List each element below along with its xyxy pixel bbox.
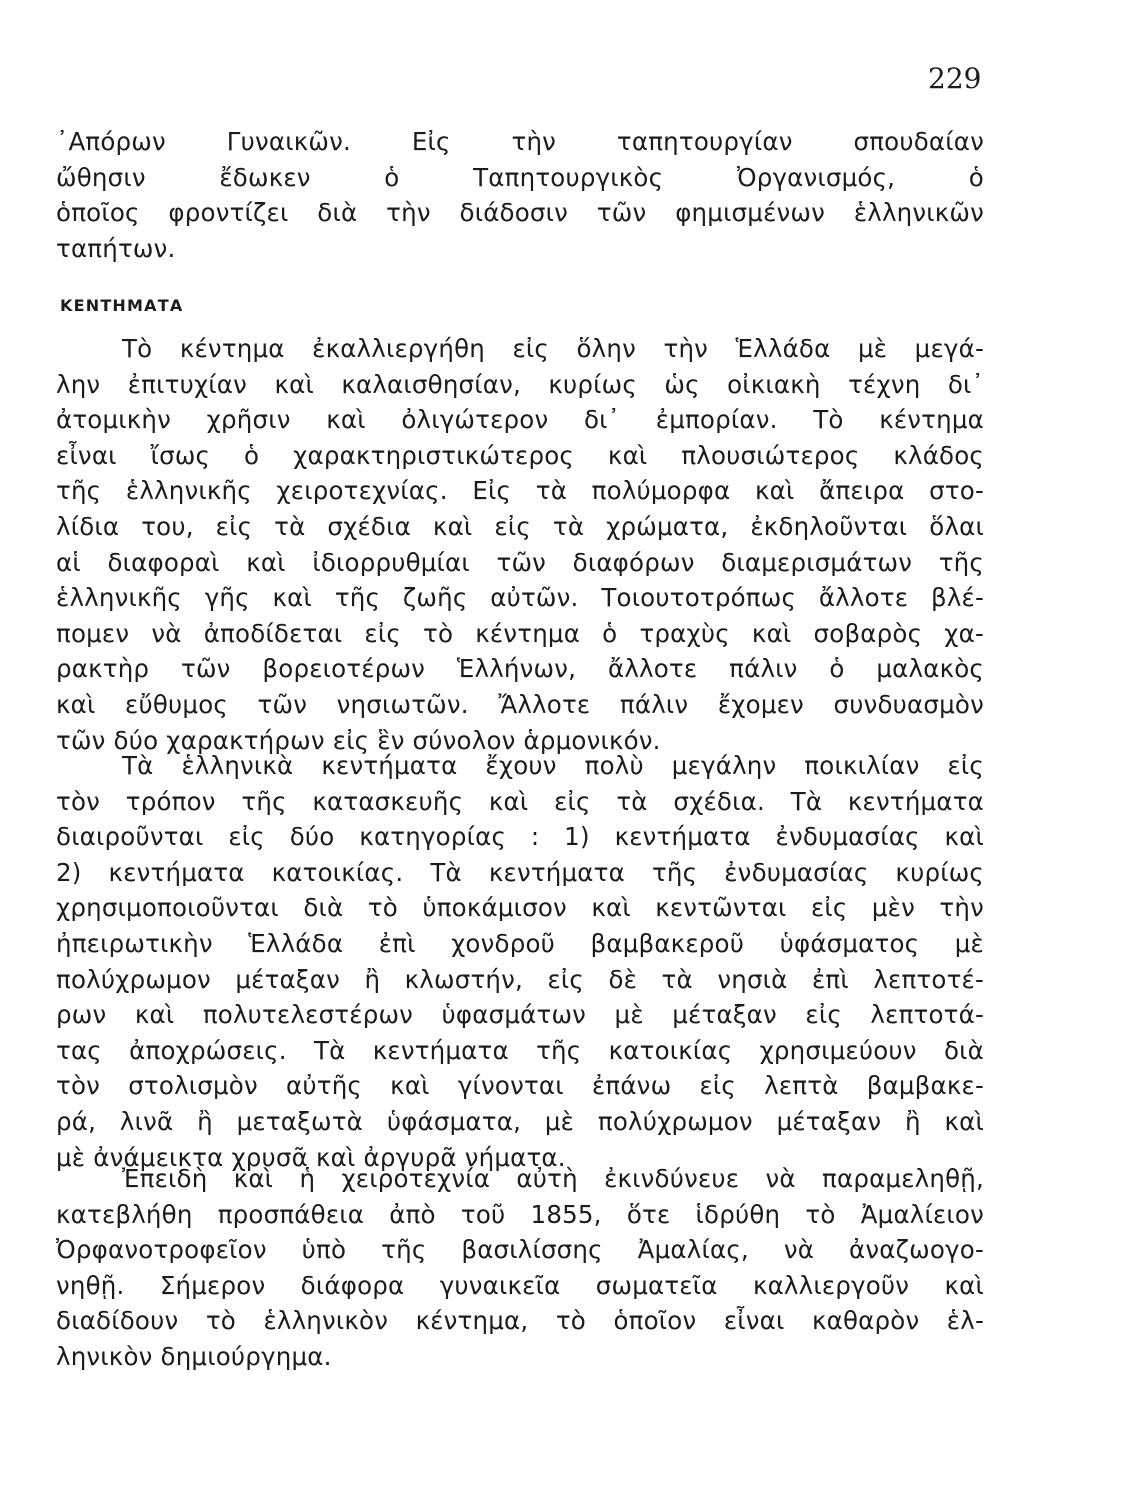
text-line: πολύχρωμον μέταξαν ἢ κλωστήν, εἰς δὲ τὰ νησιὰ ἐπὶ λεπτοτέ- xyxy=(56,964,984,994)
text-line: ὁποῖος φροντίζει διὰ τὴν διάδοσιν τῶν φημισμένων ἑλληνικῶν xyxy=(56,198,984,228)
text-line: ἠπειρωτικὴν Ἑλλάδα ἐπὶ χονδροῦ βαμβακεροῦ ὑφάσματος μὲ xyxy=(56,928,984,958)
text-line: ρων καὶ πολυτελεστέρων ὑφασμάτων μὲ μέταξαν εἰς λεπτοτά- xyxy=(56,1000,984,1030)
text-line: ὤθησιν ἔδωκεν ὁ Ταπητουργικὸς Ὀργανισμός, ὁ xyxy=(56,162,984,192)
text-line: τῶν δύο χαρακτήρων εἰς ἓν σύνολον ἁρμονικόν. xyxy=(56,725,661,755)
text-line: λίδια του, εἰς τὰ σχέδια καὶ εἰς τὰ χρώματα, ἐκδηλοῦνται ὅλαι xyxy=(56,511,984,541)
text-line: τας ἀποχρώσεις. Τὰ κεντήματα τῆς κατοικίας χρησιμεύουν διὰ xyxy=(56,1035,984,1065)
intro-paragraph xyxy=(56,124,984,266)
text-line: διαιροῦνται εἰς δύο κατηγορίας : 1) κεντήματα ἐνδυμασίας καὶ xyxy=(56,822,984,852)
text-line: κατεβλήθη προσπάθεια ἀπὸ τοῦ 1855, ὅτε ἱδρύθη τὸ Ἀμαλίειον xyxy=(56,1199,984,1229)
text-line: ρά, λινᾶ ἢ μεταξωτὰ ὑφάσματα, μὲ πολύχρωμον μέταξαν ἢ καὶ xyxy=(56,1106,984,1136)
paragraph-1 xyxy=(56,331,984,758)
text-line: Τὰ ἑλληνικὰ κεντήματα ἔχουν πολὺ μεγάλην ποικιλίαν εἰς xyxy=(122,751,984,780)
text-line: πομεν νὰ ἀποδίδεται εἰς τὸ κέντημα ὁ τραχὺς καὶ σοβαρὸς χα- xyxy=(56,618,984,648)
text-line: αἱ διαφοραὶ καὶ ἰδιορρυθμίαι τῶν διαφόρων διαμερισμάτων τῆς xyxy=(56,547,984,577)
paragraph-3 xyxy=(56,1161,984,1375)
text-line: Ὀρφανοτροφεῖον ὑπὸ τῆς βασιλίσσης Ἀμαλίας, νὰ ἀναζωογο- xyxy=(56,1235,984,1265)
text-line: μὲ ἀνάμεικτα χρυσᾶ καὶ ἀργυρᾶ νήματα. xyxy=(56,1142,566,1172)
section-heading: ΚΕΝΤΗΜΑΤΑ xyxy=(60,296,184,315)
text-line: ταπήτων. xyxy=(56,233,176,263)
text-line: Ἐπειδὴ καὶ ἡ χειροτεχνία αὐτὴ ἐκινδύνευε νὰ παραμεληθῇ, xyxy=(122,1164,984,1193)
page-number: 229 xyxy=(928,62,982,95)
text-line: ἑλληνικῆς γῆς καὶ τῆς ζωῆς αὐτῶν. Τοιουτοτρόπως ἄλλοτε βλέ- xyxy=(56,583,984,613)
text-line: ᾽Απόρων Γυναικῶν. Εἰς τὴν ταπητουργίαν σπουδαίαν xyxy=(56,127,984,156)
text-line: διαδίδουν τὸ ἑλληνικὸν κέντημα, τὸ ὁποῖον εἶναι καθαρὸν ἑλ- xyxy=(56,1306,984,1336)
text-line: νηθῇ. Σήμερον διάφορα γυναικεῖα σωματεῖα καλλιεργοῦν καὶ xyxy=(56,1270,984,1300)
text-line: ἀτομικὴν χρῆσιν καὶ ὀλιγώτερον δι᾽ ἐμπορίαν. Τὸ κέντημα xyxy=(56,405,984,435)
text-line: τὸν τρόπον τῆς κατασκευῆς καὶ εἰς τὰ σχέδια. Τὰ κεντήματα xyxy=(56,786,984,816)
paragraph-2 xyxy=(56,748,984,1175)
text-line: τῆς ἑλληνικῆς χειροτεχνίας. Εἰς τὰ πολύμορφα καὶ ἄπειρα στο- xyxy=(56,476,984,506)
text-line: ρακτὴρ τῶν βορειοτέρων Ἑλλήνων, ἄλλοτε πάλιν ὁ μαλακὸς xyxy=(56,654,984,684)
text-line: καὶ εὔθυμος τῶν νησιωτῶν. Ἄλλοτε πάλιν ἔχομεν συνδυασμὸν xyxy=(56,689,984,719)
text-line: ληνικὸν δημιούργημα. xyxy=(56,1341,332,1371)
text-line: εἶναι ἴσως ὁ χαρακτηριστικώτερος καὶ πλουσιώτερος κλάδος xyxy=(56,440,984,470)
text-line: Τὸ κέντημα ἐκαλλιεργήθη εἰς ὅλην τὴν Ἑλλάδα μὲ μεγά- xyxy=(122,334,984,363)
text-line: 2) κεντήματα κατοικίας. Τὰ κεντήματα τῆς ἐνδυμασίας κυρίως xyxy=(56,857,984,887)
text-line: χρησιμοποιοῦνται διὰ τὸ ὑποκάμισον καὶ κεντῶνται εἰς μὲν τὴν xyxy=(56,893,984,923)
text-line: τὸν στολισμὸν αὐτῆς καὶ γίνονται ἐπάνω εἰς λεπτὰ βαμβακε- xyxy=(56,1071,984,1101)
text-line: λην ἐπιτυχίαν καὶ καλαισθησίαν, κυρίως ὡς οἰκιακὴ τέχνη δι᾽ xyxy=(56,369,984,399)
